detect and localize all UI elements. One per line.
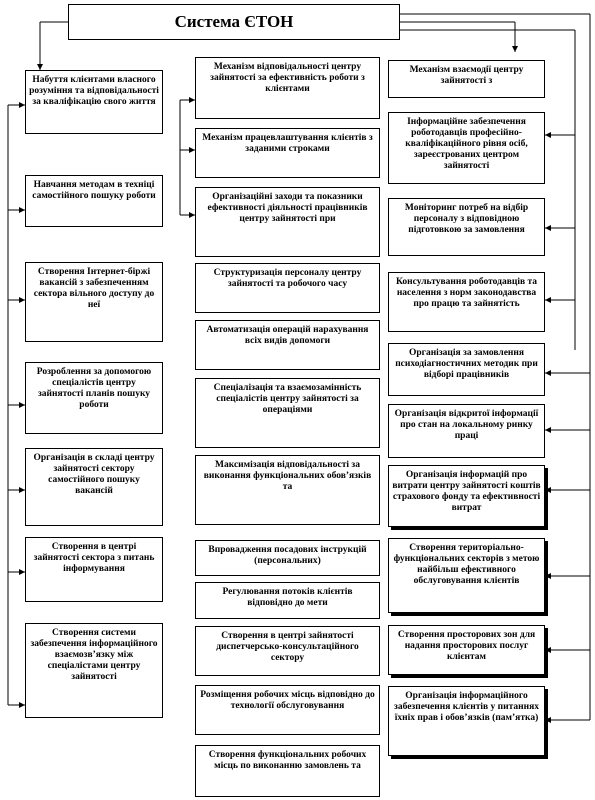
middle-box-2: Механізм працевлаштування клієнтів з заданими строками — [195, 128, 380, 178]
arrow-into-right-box-8 — [545, 573, 551, 579]
left-box-7: Створення системи забезпечення інформаційного взаємозв’язку між спеціалістами центру зайнятості — [25, 623, 163, 718]
arrow-into-right-box-4 — [545, 297, 551, 303]
arrow-into-right-box-9 — [545, 647, 551, 653]
right-box-10: Організація інформаційного забезпечення клієнтів у питаннях їхніх прав і обов’язків (пам’ятка) — [388, 686, 545, 756]
arrow-into-right-box-10 — [545, 717, 551, 723]
right-box-3: Моніторинг потреб на відбір персоналу з відповідною підготовкою за замовлення — [388, 198, 545, 256]
arrow-into-right-box-2 — [545, 132, 551, 138]
diagram-title: Система ЄТОН — [68, 4, 400, 40]
middle-box-3: Організаційні заходи та показники ефективності діяльності працівників центру зайнятості при — [195, 187, 380, 257]
middle-box-10: Створення в центрі зайнятості диспетчерсько-консультаційного сектору — [195, 626, 380, 676]
right-box-8: Створення територіально-функціональних секторів з метою найбільш ефективного обслуговування клієнтів — [388, 538, 545, 613]
right-box-1: Механізм взаємодії центру зайнятості з — [388, 60, 545, 98]
right-box-7: Організація інформацій про витрати центру зайнятості коштів страхового фонду та ефективності витрат — [388, 465, 545, 527]
middle-box-6: Спеціалізація та взаємозамінність спеціалістів центру зайнятості за операціями — [195, 378, 380, 448]
left-box-3: Створення Інтернет-біржі вакансій з забезпеченням сектора вільного доступу до неї — [25, 262, 163, 342]
left-box-5: Організація в складі центру зайнятості сектору самостійного пошуку вакансій — [25, 448, 163, 526]
left-box-2: Навчання методам в техніці самостійного пошуку роботи — [25, 175, 163, 227]
left-box-4: Розроблення за допомогою спеціалістів центру зайнятості планів пошуку роботи — [25, 362, 163, 434]
arrow-into-right-box-5 — [545, 370, 551, 376]
right-box-6: Організація відкритої інформації про стан на локальному ринку праці — [388, 404, 545, 458]
middle-box-12: Створення функціональних робочих місць по виконанню замовлень та — [195, 745, 380, 797]
middle-box-8: Впровадження посадових інструкцій (персональних) — [195, 540, 380, 576]
middle-box-4: Структуризація персоналу центру зайнятості та робочого часу — [195, 263, 380, 313]
middle-box-11: Розміщення робочих місць відповідно до технології обслуговування — [195, 685, 380, 735]
right-box-2: Інформаційне забезпечення роботодавців професійно-кваліфікаційного рівня осіб, зареєстрованих центром зайнятості — [388, 112, 545, 184]
middle-box-5: Автоматизація операцій нарахування всіх видів допомоги — [195, 320, 380, 370]
right-box-9: Створення просторових зон для надання просторових послуг клієнтам — [388, 625, 545, 675]
right-box-5: Організація за замовлення психодіагностичних методик при відборі працівників — [388, 343, 545, 396]
arrow-into-right-box-6 — [545, 427, 551, 433]
arrow-to-right-column — [512, 46, 518, 52]
middle-box-9: Регулювання потоків клієнтів відповідно до мети — [195, 582, 380, 619]
arrow-into-right-box-3 — [545, 225, 551, 231]
left-box-6: Створення в центрі зайнятості сектора з питань інформування — [25, 537, 163, 602]
right-box-4: Консультування роботодавців та населення з норм законодавства про працю та зайнятість — [388, 272, 545, 332]
middle-box-7: Максимізація відповідальності за виконання функціональних обов’язків та — [195, 455, 380, 525]
left-box-1: Набуття клієнтами власного розуміння та відповідальності за кваліфікацію свого життя — [25, 70, 163, 134]
middle-box-1: Механізм відповідальності центру зайнятості за ефективність роботи з клієнтами — [195, 57, 380, 119]
